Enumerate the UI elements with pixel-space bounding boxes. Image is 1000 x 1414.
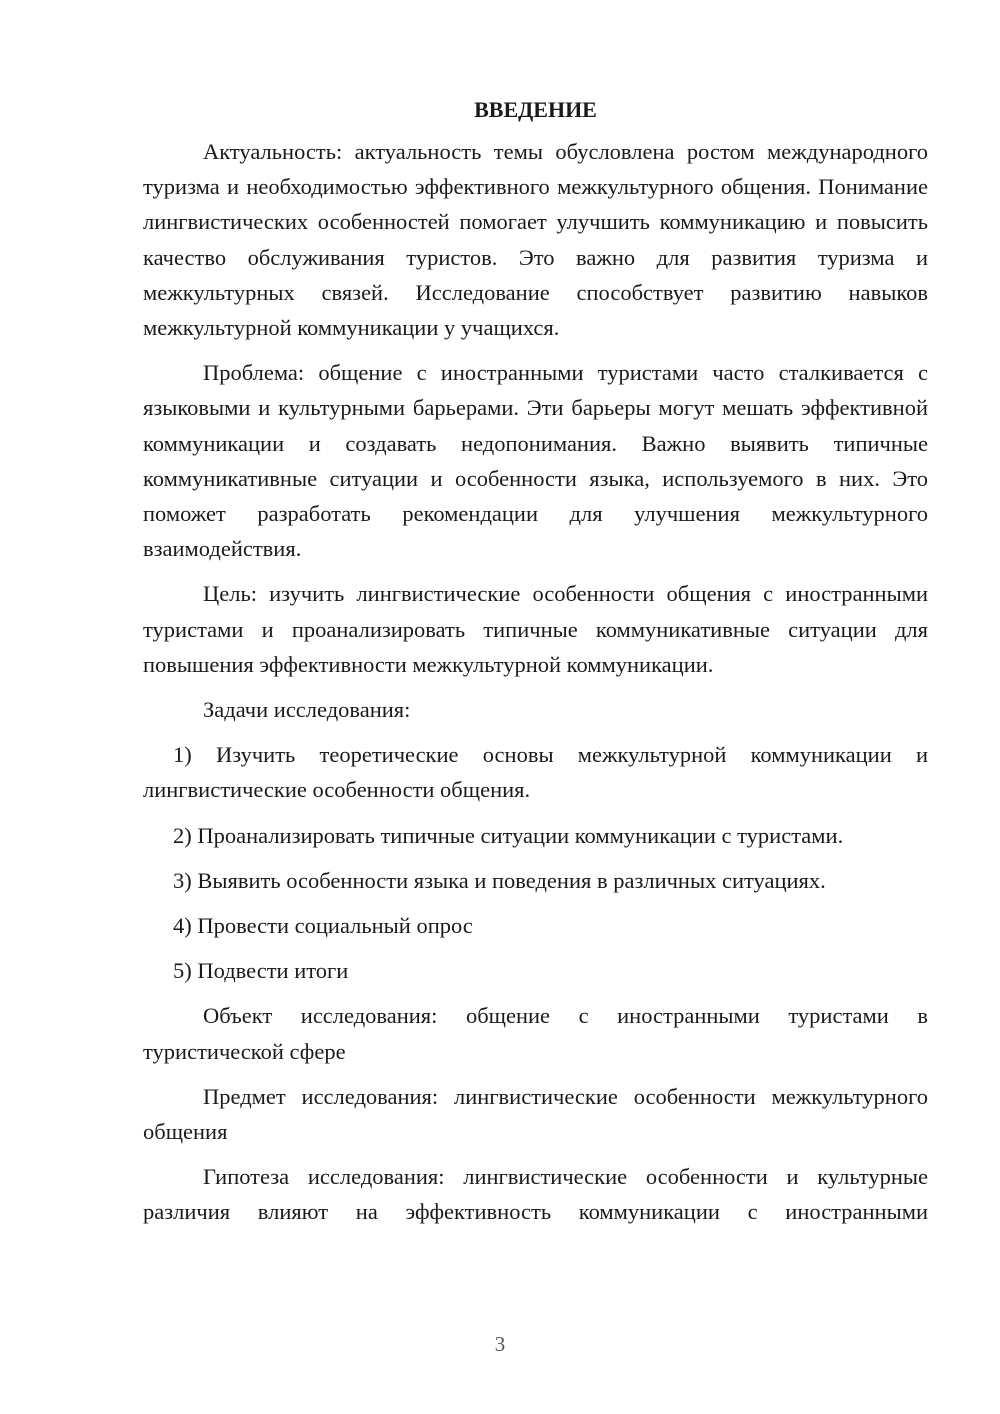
task-item: 3) Выявить особенности языка и поведения в различных ситуациях. <box>173 867 826 893</box>
task-item: 5) Подвести итоги <box>173 958 349 984</box>
tasks-list <box>143 737 928 988</box>
subject-paragraph: Предмет исследования: лингвистические особенности межкультурного общения <box>143 1083 928 1145</box>
goal-paragraph: Цель: изучить лингвистические особенности общения с иностранными туристами и проанализировать типичные коммуникативные ситуации для повышения эффективности межкультурной коммуникации. <box>143 581 928 677</box>
page-number: 3 <box>494 1332 506 1356</box>
task-item: 1) Изучить теоретические основы межкультурной коммуникации и лингвистические особенности общения. <box>143 742 928 803</box>
document-body <box>143 92 928 1230</box>
problem-paragraph: Проблема: общение с иностранными туристами часто сталкивается с языковыми и культурными барьерами. Эти барьеры могут мешать эффективной коммуникации и создавать недопонимания. Важно выявить типичные коммуникативные ситуации и особенности языка, используемого в них. Это поможет разработать рекомендации для улучшения межкультурного взаимодействия. <box>143 360 928 562</box>
hypothesis-paragraph: Гипотеза исследования: лингвистические особенности и культурные различия влияют на эффективность коммуникации с иностранными <box>143 1164 928 1225</box>
section-heading: ВВЕДЕНИЕ <box>474 97 597 122</box>
relevance-paragraph: Актуальность: актуальность темы обусловлена ростом международного туризма и необходимостью эффективного межкультурного общения. Понимание лингвистических особенностей помогает улучшить коммуникацию и повысить качество обслуживания туристов. Это важно для развития туризма и межкультурных связей. Исследование способствует развитию навыков межкультурной коммуникации у учащихся. <box>143 139 928 341</box>
task-item: 2) Проанализировать типичные ситуации коммуникации с туристами. <box>173 822 844 848</box>
tasks-heading: Задачи исследования: <box>203 697 411 723</box>
object-paragraph: Объект исследования: общение с иностранными туристами в туристической сфере <box>143 1003 928 1064</box>
task-item: 4) Провести социальный опрос <box>173 913 473 939</box>
